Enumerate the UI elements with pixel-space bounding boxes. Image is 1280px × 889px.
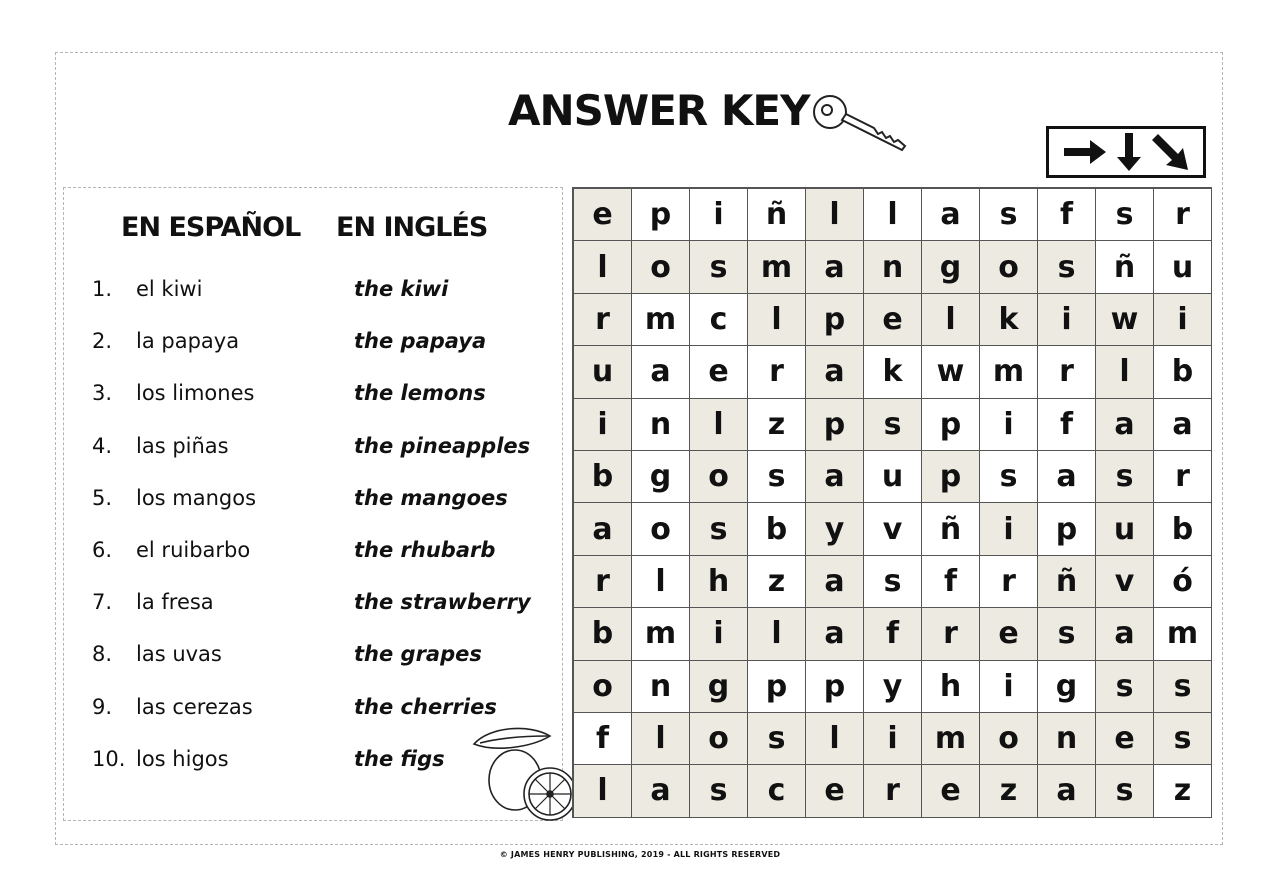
grid-cell: a	[806, 608, 864, 660]
grid-cell: o	[690, 451, 748, 503]
grid-cell: s	[980, 451, 1038, 503]
grid-cell: y	[864, 661, 922, 713]
grid-cell: i	[690, 189, 748, 241]
grid-cell: c	[690, 294, 748, 346]
grid-cell: s	[864, 399, 922, 451]
grid-cell: r	[980, 556, 1038, 608]
grid-cell: a	[806, 241, 864, 293]
grid-cell: o	[980, 241, 1038, 293]
copyright-footer: © JAMES HENRY PUBLISHING, 2019 - ALL RIGHTS RESERVED	[499, 850, 781, 859]
grid-cell: k	[864, 346, 922, 398]
grid-cell: a	[1038, 451, 1096, 503]
grid-cell: l	[864, 189, 922, 241]
grid-cell: m	[1154, 608, 1212, 660]
english-word: the mangoes	[354, 485, 508, 510]
grid-cell: a	[806, 451, 864, 503]
grid-cell: u	[1096, 503, 1154, 555]
english-column-header: EN INGLÉS	[336, 212, 488, 243]
grid-cell: o	[690, 713, 748, 765]
grid-cell: l	[922, 294, 980, 346]
grid-cell: y	[806, 503, 864, 555]
grid-cell: r	[574, 556, 632, 608]
english-word: the pineapples	[354, 433, 531, 458]
grid-cell: e	[864, 294, 922, 346]
english-word: the grapes	[354, 642, 482, 667]
lemon-illustration	[470, 722, 580, 822]
grid-cell: f	[1038, 399, 1096, 451]
grid-cell: m	[980, 346, 1038, 398]
grid-cell: w	[1096, 294, 1154, 346]
grid-cell: r	[922, 608, 980, 660]
grid-cell: o	[632, 241, 690, 293]
grid-cell: m	[632, 294, 690, 346]
grid-cell: a	[1154, 399, 1212, 451]
grid-cell: s	[1096, 189, 1154, 241]
item-number: 5.	[92, 485, 113, 510]
grid-cell: z	[980, 765, 1038, 817]
grid-cell: p	[632, 189, 690, 241]
grid-cell: l	[748, 608, 806, 660]
grid-cell: s	[1154, 713, 1212, 765]
grid-cell: i	[574, 399, 632, 451]
spanish-word: los mangos	[136, 485, 257, 510]
grid-cell: l	[806, 189, 864, 241]
grid-cell: z	[748, 556, 806, 608]
spanish-word: las uvas	[136, 642, 222, 667]
grid-cell: z	[1154, 765, 1212, 817]
grid-cell: g	[632, 451, 690, 503]
english-word: the lemons	[354, 381, 486, 406]
grid-cell: m	[748, 241, 806, 293]
english-word: the papaya	[354, 329, 487, 354]
grid-cell: l	[748, 294, 806, 346]
spanish-word: las cerezas	[136, 694, 253, 719]
grid-cell: s	[690, 503, 748, 555]
grid-cell: l	[806, 713, 864, 765]
grid-cell: k	[980, 294, 1038, 346]
grid-cell: a	[632, 346, 690, 398]
grid-cell: i	[980, 503, 1038, 555]
grid-cell: s	[864, 556, 922, 608]
grid-cell: a	[922, 189, 980, 241]
grid-cell: u	[864, 451, 922, 503]
grid-cell: r	[1154, 189, 1212, 241]
item-number: 6.	[92, 538, 113, 562]
grid-cell: o	[980, 713, 1038, 765]
item-number: 1.	[92, 277, 113, 301]
grid-cell: l	[1096, 346, 1154, 398]
grid-cell: ñ	[748, 189, 806, 241]
grid-cell: s	[980, 189, 1038, 241]
grid-cell: s	[1096, 451, 1154, 503]
grid-cell: b	[1154, 346, 1212, 398]
grid-cell: b	[574, 451, 632, 503]
grid-cell: e	[922, 765, 980, 817]
grid-cell: a	[1096, 608, 1154, 660]
grid-cell: w	[922, 346, 980, 398]
english-word: the cherries	[354, 694, 497, 719]
spanish-word: los higos	[136, 746, 229, 771]
spanish-word: el ruibarbo	[136, 538, 251, 562]
grid-cell: a	[632, 765, 690, 817]
arrow-diagonal-down-right-icon	[1150, 132, 1190, 172]
arrow-right-icon	[1062, 137, 1108, 167]
grid-cell: s	[1154, 661, 1212, 713]
grid-cell: i	[864, 713, 922, 765]
grid-cell: p	[748, 661, 806, 713]
grid-cell: i	[980, 399, 1038, 451]
grid-cell: u	[1154, 241, 1212, 293]
english-word: the figs	[354, 746, 445, 771]
page-title: ANSWER KEY	[508, 86, 810, 135]
item-number: 3.	[92, 381, 113, 406]
directions-legend	[1046, 126, 1206, 178]
grid-cell: ñ	[922, 503, 980, 555]
grid-cell: i	[980, 661, 1038, 713]
spanish-word: la papaya	[136, 329, 240, 354]
grid-cell: e	[980, 608, 1038, 660]
grid-cell: g	[922, 241, 980, 293]
arrow-down-icon	[1114, 131, 1144, 173]
item-number: 8.	[92, 642, 113, 667]
grid-cell: r	[1154, 451, 1212, 503]
grid-cell: s	[1096, 661, 1154, 713]
grid-cell: p	[922, 451, 980, 503]
grid-cell: l	[632, 713, 690, 765]
grid-cell: e	[806, 765, 864, 817]
grid-cell: r	[748, 346, 806, 398]
grid-cell: a	[574, 503, 632, 555]
grid-cell: s	[748, 713, 806, 765]
grid-cell: o	[574, 661, 632, 713]
item-number: 10.	[92, 746, 126, 771]
grid-cell: s	[1096, 765, 1154, 817]
item-number: 4.	[92, 433, 113, 458]
grid-cell: p	[806, 294, 864, 346]
grid-cell: e	[1096, 713, 1154, 765]
grid-cell: n	[632, 399, 690, 451]
grid-cell: f	[1038, 189, 1096, 241]
grid-cell: b	[574, 608, 632, 660]
spanish-word: las piñas	[136, 433, 229, 458]
grid-cell: r	[864, 765, 922, 817]
spanish-column-header: EN ESPAÑOL	[121, 212, 301, 243]
spanish-word: la fresa	[136, 590, 214, 615]
grid-cell: e	[690, 346, 748, 398]
grid-cell: l	[574, 765, 632, 817]
grid-cell: g	[690, 661, 748, 713]
grid-cell: ñ	[1038, 556, 1096, 608]
english-word: the strawberry	[354, 590, 531, 615]
grid-cell: f	[864, 608, 922, 660]
grid-cell: a	[806, 556, 864, 608]
spanish-word: el kiwi	[136, 277, 203, 301]
grid-cell: z	[748, 399, 806, 451]
grid-cell: b	[748, 503, 806, 555]
grid-cell: ñ	[1096, 241, 1154, 293]
grid-cell: m	[632, 608, 690, 660]
grid-cell: l	[574, 241, 632, 293]
grid-cell: h	[690, 556, 748, 608]
grid-cell: a	[1038, 765, 1096, 817]
grid-cell: i	[1154, 294, 1212, 346]
grid-cell: r	[574, 294, 632, 346]
grid-cell: u	[574, 346, 632, 398]
grid-cell: c	[748, 765, 806, 817]
grid-cell: b	[1154, 503, 1212, 555]
grid-cell: h	[922, 661, 980, 713]
grid-cell: p	[806, 661, 864, 713]
grid-cell: s	[1038, 608, 1096, 660]
grid-cell: n	[864, 241, 922, 293]
grid-cell: f	[922, 556, 980, 608]
grid-cell: o	[632, 503, 690, 555]
key-icon	[810, 92, 910, 158]
grid-cell: f	[574, 713, 632, 765]
grid-cell: a	[806, 346, 864, 398]
grid-cell: n	[1038, 713, 1096, 765]
grid-cell: s	[1038, 241, 1096, 293]
english-word: the rhubarb	[354, 538, 496, 562]
grid-cell: i	[690, 608, 748, 660]
grid-cell: v	[1096, 556, 1154, 608]
grid-cell: a	[1096, 399, 1154, 451]
grid-cell: n	[632, 661, 690, 713]
grid-cell: m	[922, 713, 980, 765]
grid-cell: g	[1038, 661, 1096, 713]
grid-cell: s	[690, 765, 748, 817]
grid-cell: r	[1038, 346, 1096, 398]
grid-cell: e	[574, 189, 632, 241]
grid-cell: v	[864, 503, 922, 555]
grid-cell: i	[1038, 294, 1096, 346]
word-search-grid	[572, 187, 1212, 818]
item-number: 2.	[92, 329, 113, 354]
grid-cell: ó	[1154, 556, 1212, 608]
grid-cell: p	[922, 399, 980, 451]
grid-cell: s	[748, 451, 806, 503]
grid-cell: p	[1038, 503, 1096, 555]
english-word: the kiwi	[354, 277, 449, 301]
grid-cell: p	[806, 399, 864, 451]
grid-cell: s	[690, 241, 748, 293]
item-number: 7.	[92, 590, 113, 615]
grid-cell: l	[632, 556, 690, 608]
grid-cell: l	[690, 399, 748, 451]
item-number: 9.	[92, 694, 113, 719]
spanish-word: los limones	[136, 381, 255, 406]
